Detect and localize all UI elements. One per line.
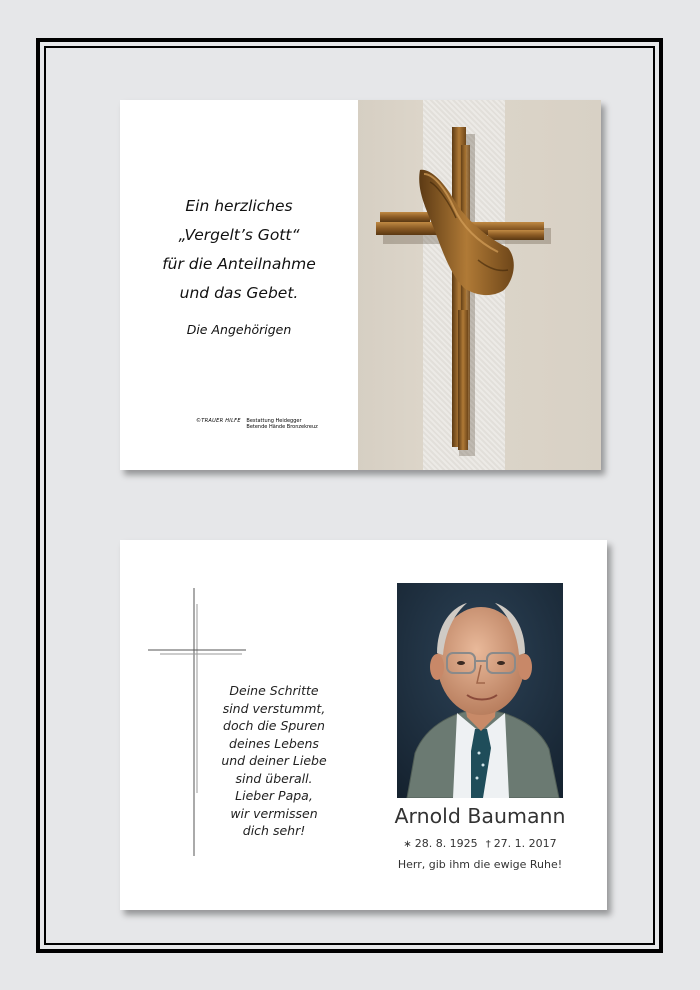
thank-you-line: und das Gebet. [179,284,299,302]
poem-line: sind verstummt, [222,700,326,716]
bronze-cross-praying-hands-icon [358,100,601,470]
thank-you-card [120,100,601,470]
memorial-poem [212,682,336,840]
thank-you-text [120,192,358,337]
birth-star-icon: ∗ [403,839,412,850]
poem-line: Deine Schritte [229,683,319,698]
credit [196,418,318,430]
poem-line: doch die Spuren [223,718,325,733]
thank-you-line: für die Anteilnahme [162,255,316,273]
poem-line: wir vermissen [230,805,318,821]
bronze-cross-image [358,100,601,470]
portrait-icon [397,583,563,798]
thank-you-line: Ein herzliches [185,197,293,215]
poem-line: dich sehr! [242,823,306,838]
deceased-name: Arnold Baumann [394,804,566,828]
poem-line: Lieber Papa, [235,788,313,803]
birth-date: 28. 8. 1925 [414,837,478,850]
portrait-photo [397,583,563,798]
life-dates [378,837,582,850]
poem-line: sind überall. [235,770,313,786]
signature: Die Angehörigen [186,322,292,337]
credit-line2: Betende Hände Bronzekreuz [246,424,318,430]
death-date: 27. 1. 2017 [493,837,557,850]
poem-line: deines Lebens [229,735,319,751]
thank-you-line: „Vergelt’s Gott“ [178,226,300,244]
prayer-line: Herr, gib ihm die ewige Ruhe! [397,858,563,871]
poem-line: und deiner Liebe [221,753,327,768]
memorial-card [120,540,607,910]
credit-line1: Bestattung Heidegger [246,418,302,424]
credit-brand: ©TRAUER HILFE [196,418,241,424]
death-cross-icon: † [485,839,491,850]
